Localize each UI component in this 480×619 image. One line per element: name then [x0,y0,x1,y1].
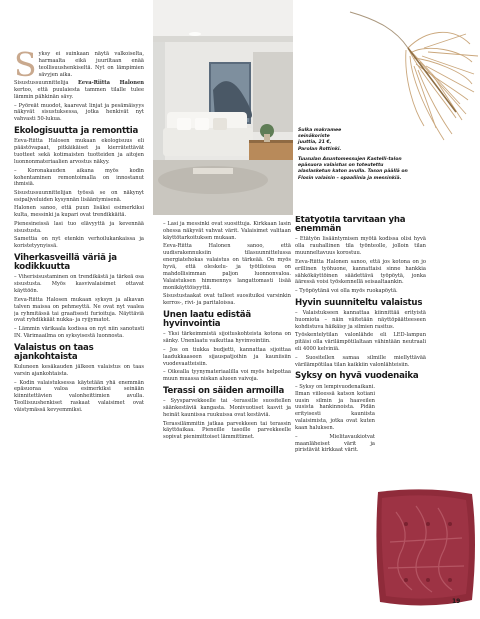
living-room-photo [153,0,293,215]
body-paragraph: – Kodin valaistuksessa käytetään yhä enemmän epäsuoraa valoa esimerkiksi seinään kiinnitettävien valonheittimien avulla. Teollisuushenkiset raskaat valaisimet ovat väistymässä kevyemmiksi. [14,379,144,414]
body-paragraph: – Syksy on lempivuodenaikani. Ilman viileessä katson kotiani uusin silmin ja haaveilen uusista hankinnoista. Pidän erityisesti kauniista valaisimista, jotka ovat kuten kaan haluksen. [295,383,375,432]
drop-cap: S [14,51,37,84]
section-heading: Valaistus on taas ajankohtaista [14,342,94,362]
body-paragraph: – Suositellen samaa silmille miellyttävää värilämpötilaa tilan kaikkiin valonlähteisiin. [295,354,426,368]
decor-caption: Sulka makramee seinäkoriste juuttia, 21 €, Parolan Rottinki. [298,128,342,152]
body-paragraph: Eeva-Riitta Halosen mukaan ekologisuus eli päästövapaat, pitkäikäiset ja kierrätettävät tuotteet sekä kotimaisten tuotteiden ja aitojen luonnonmateriaalien arvostus näkyy. [14,138,144,166]
page-number: 19 [452,598,461,605]
section-heading: Hyvin suunniteltu valaistus [295,297,423,308]
body-paragraph: Eeva-Riitta Halonen sanoo, että jos kotona on jo erillinen työhuone, kannattaisi sinne hankkia sähkökäyttöinen säädettävä työpöytä, jonka ääressä voisi työskennellä seisaaltaankin. [295,258,426,286]
body-paragraph: Pienesineissä lasi tuo elävyyttä ja kevennää sisustusta. [14,220,144,234]
designer-name: Eeva-Riitta Halonen [78,80,144,87]
body-paragraph: Eeva-Riitta Halonen sanoo, että uudisrakennuksiin tilasuunnittelussa energiatehokas valaistus on tärkeää. On myös hyvä, että oleskelu- ja työtiloissa on mahdollisimman paljon luonnonvaloa. Valaistuksen himmennys langattomasti lisää monikäyttöisyyttä. [163,243,291,291]
body-paragraph: – Etätyön lisääntymisen myötä kodissa olisi hyvä olla rauhallinen tila työnteolle, jolloin tilan muunneltavuus korostuu. [295,236,426,257]
body-paragraph: – Oikealla tyynymateriaalilla voi myös helpottaa muun muassa niskan alueen vaivoja. [163,369,291,383]
body-paragraph: – Jos on tiukka budjetti, kannattaa sijoittaa laadukkaaseen sijauspatjoihin ja kauniisiin vuodevaatteisiin. [163,346,291,367]
macrame-feather-decor [348,0,480,155]
body-paragraph: Eeva-Riitta Halosen mukaan syksyn ja alkavan talven maissa on pehmeyttä. Ne ovat nyt vaalea ja ryhmitässä tai graafisesti furioituja. Näyttäviä ovat ryhdikkäät nukka- ja ryijymatot. [14,296,144,324]
body-paragraph: Samettia on nyt etenkin verhoilukankaissa ja koristetyynyissä. [14,236,144,250]
body-paragraph: – Pyöreät muodot, kaarevat linjat ja pesämäisyys näkyvät sisustuksessa, jotka henkivät nyt vahvasti 50-lukua. [14,102,144,123]
body-paragraph: Sisustustaakat ovat tulleet suosituiksi varsinkin kerros-, rivi- ja paritaloissa. [163,293,291,307]
body-paragraph: – Valaistukseen kannattaa kiinnittää erityistä huomiota – näin väitetään näyttöpäätteeseen kohdistuva häikäisy ja silmien rasitus. [295,310,426,330]
section-heading: Unen laatu edistää hyvinvointia [163,310,251,330]
body-paragraph: Terassilämmitin jatkaa parvekkeen tai terassin käyttöaikaa. Pieneille tasoille parvekkeelle sopivat pienimittoiset lämmittimet. [163,420,291,441]
body-paragraph: – Koronakauden aikana myös kodin kohentaminen remontoimalla on innostanut ihmisiä. [14,167,144,188]
body-paragraph: – Lämmin värikaala kodissa on nyt niin sanotusti IN. Värimaailma on syksyisestä luonnosta. [14,325,144,339]
body-paragraph: – Lasi ja messinki ovat suosittuja. Kirkkaan lasin ohessa näkyvät vahvat värit. Valaisimet valitaan käyttötarkoituksen mukaan. [163,221,291,241]
section-heading: Terassi on säiden armoilla [163,386,285,396]
body-paragraph: – Syysparvekkeelle tai -terassille suositellen säänkestäviä kangasta. Monivuotiset kasvit ja heinät kauniissa ruukuissa ovat kestäviä. [163,398,291,419]
body-paragraph: Työskentelytilan valonlähde eli LED-lampun pitäisi olla värilämpötilaltaan vähintään neutraali eli 4000 kelviniä. [295,332,426,353]
body-paragraph: – Viherisisustaminen on trendikästä ja tärkeä osa sisustusta. Myös kasvivalaisimet ottavat käyttöön. [14,274,144,295]
article-column-2 [163,221,291,611]
section-heading: Ekologisuutta ja remonttia [14,126,139,137]
body-paragraph: Sisustussuunnittelijan työssä se on näkynyt esipaljveluiden kysynnän lisääntymisenä. [14,189,144,203]
intro-paragraph: Syksy ei suinkaan näytä valkoiselta, harmaalta eikä juuriltaan enää teollisuushenkiseltä. Nyt on lämpimien sävyjen aika. [14,51,144,84]
body-paragraph: Halonen sanoo, että puun lisäksi esimerkiksi kulta, messinki ja kupari ovat trendikkäitä. [14,205,144,219]
section-heading: Syksy on hyvä vuodenaika [295,371,419,382]
body-paragraph: – Työpöytänä voi olla myös ruokapöytä. [295,287,398,294]
section-heading: Etätyötila tarvitaan yhä enemmän [295,216,406,235]
room-photo-caption: Tuusulan Asuntomessujen Kastelli-talon epäsuora valaistus on toteutettu alaslasketun katon avulla. Tason päällä on Flosin valaisin – opaaliinia ja messinkiä. [298,157,408,181]
section-heading: Viherkasveillä väriä ja kodikkuutta [14,253,117,273]
body-paragraph: – Yksi tärkeimmistä sijoituskohteista kotona on sänky. Unenlaatu vaikuttaa hyvinvointiin. [163,331,291,345]
body-paragraph: Kuluneen kesäkauden jälkeen valaistus on taas varsin ajankohtaista. [14,364,144,378]
article-column-1 [14,51,144,611]
body-paragraph: Sisustussuunnittelija Eeva-Riitta Halonen kertoo, että puulaiesta tammen tilalle tulee lämmin pähkinän sävy. [14,80,144,101]
body-paragraph: – Mielitavaukiotvat maanläheiset värit ja piristävät kirkkaat värit. [295,433,375,454]
